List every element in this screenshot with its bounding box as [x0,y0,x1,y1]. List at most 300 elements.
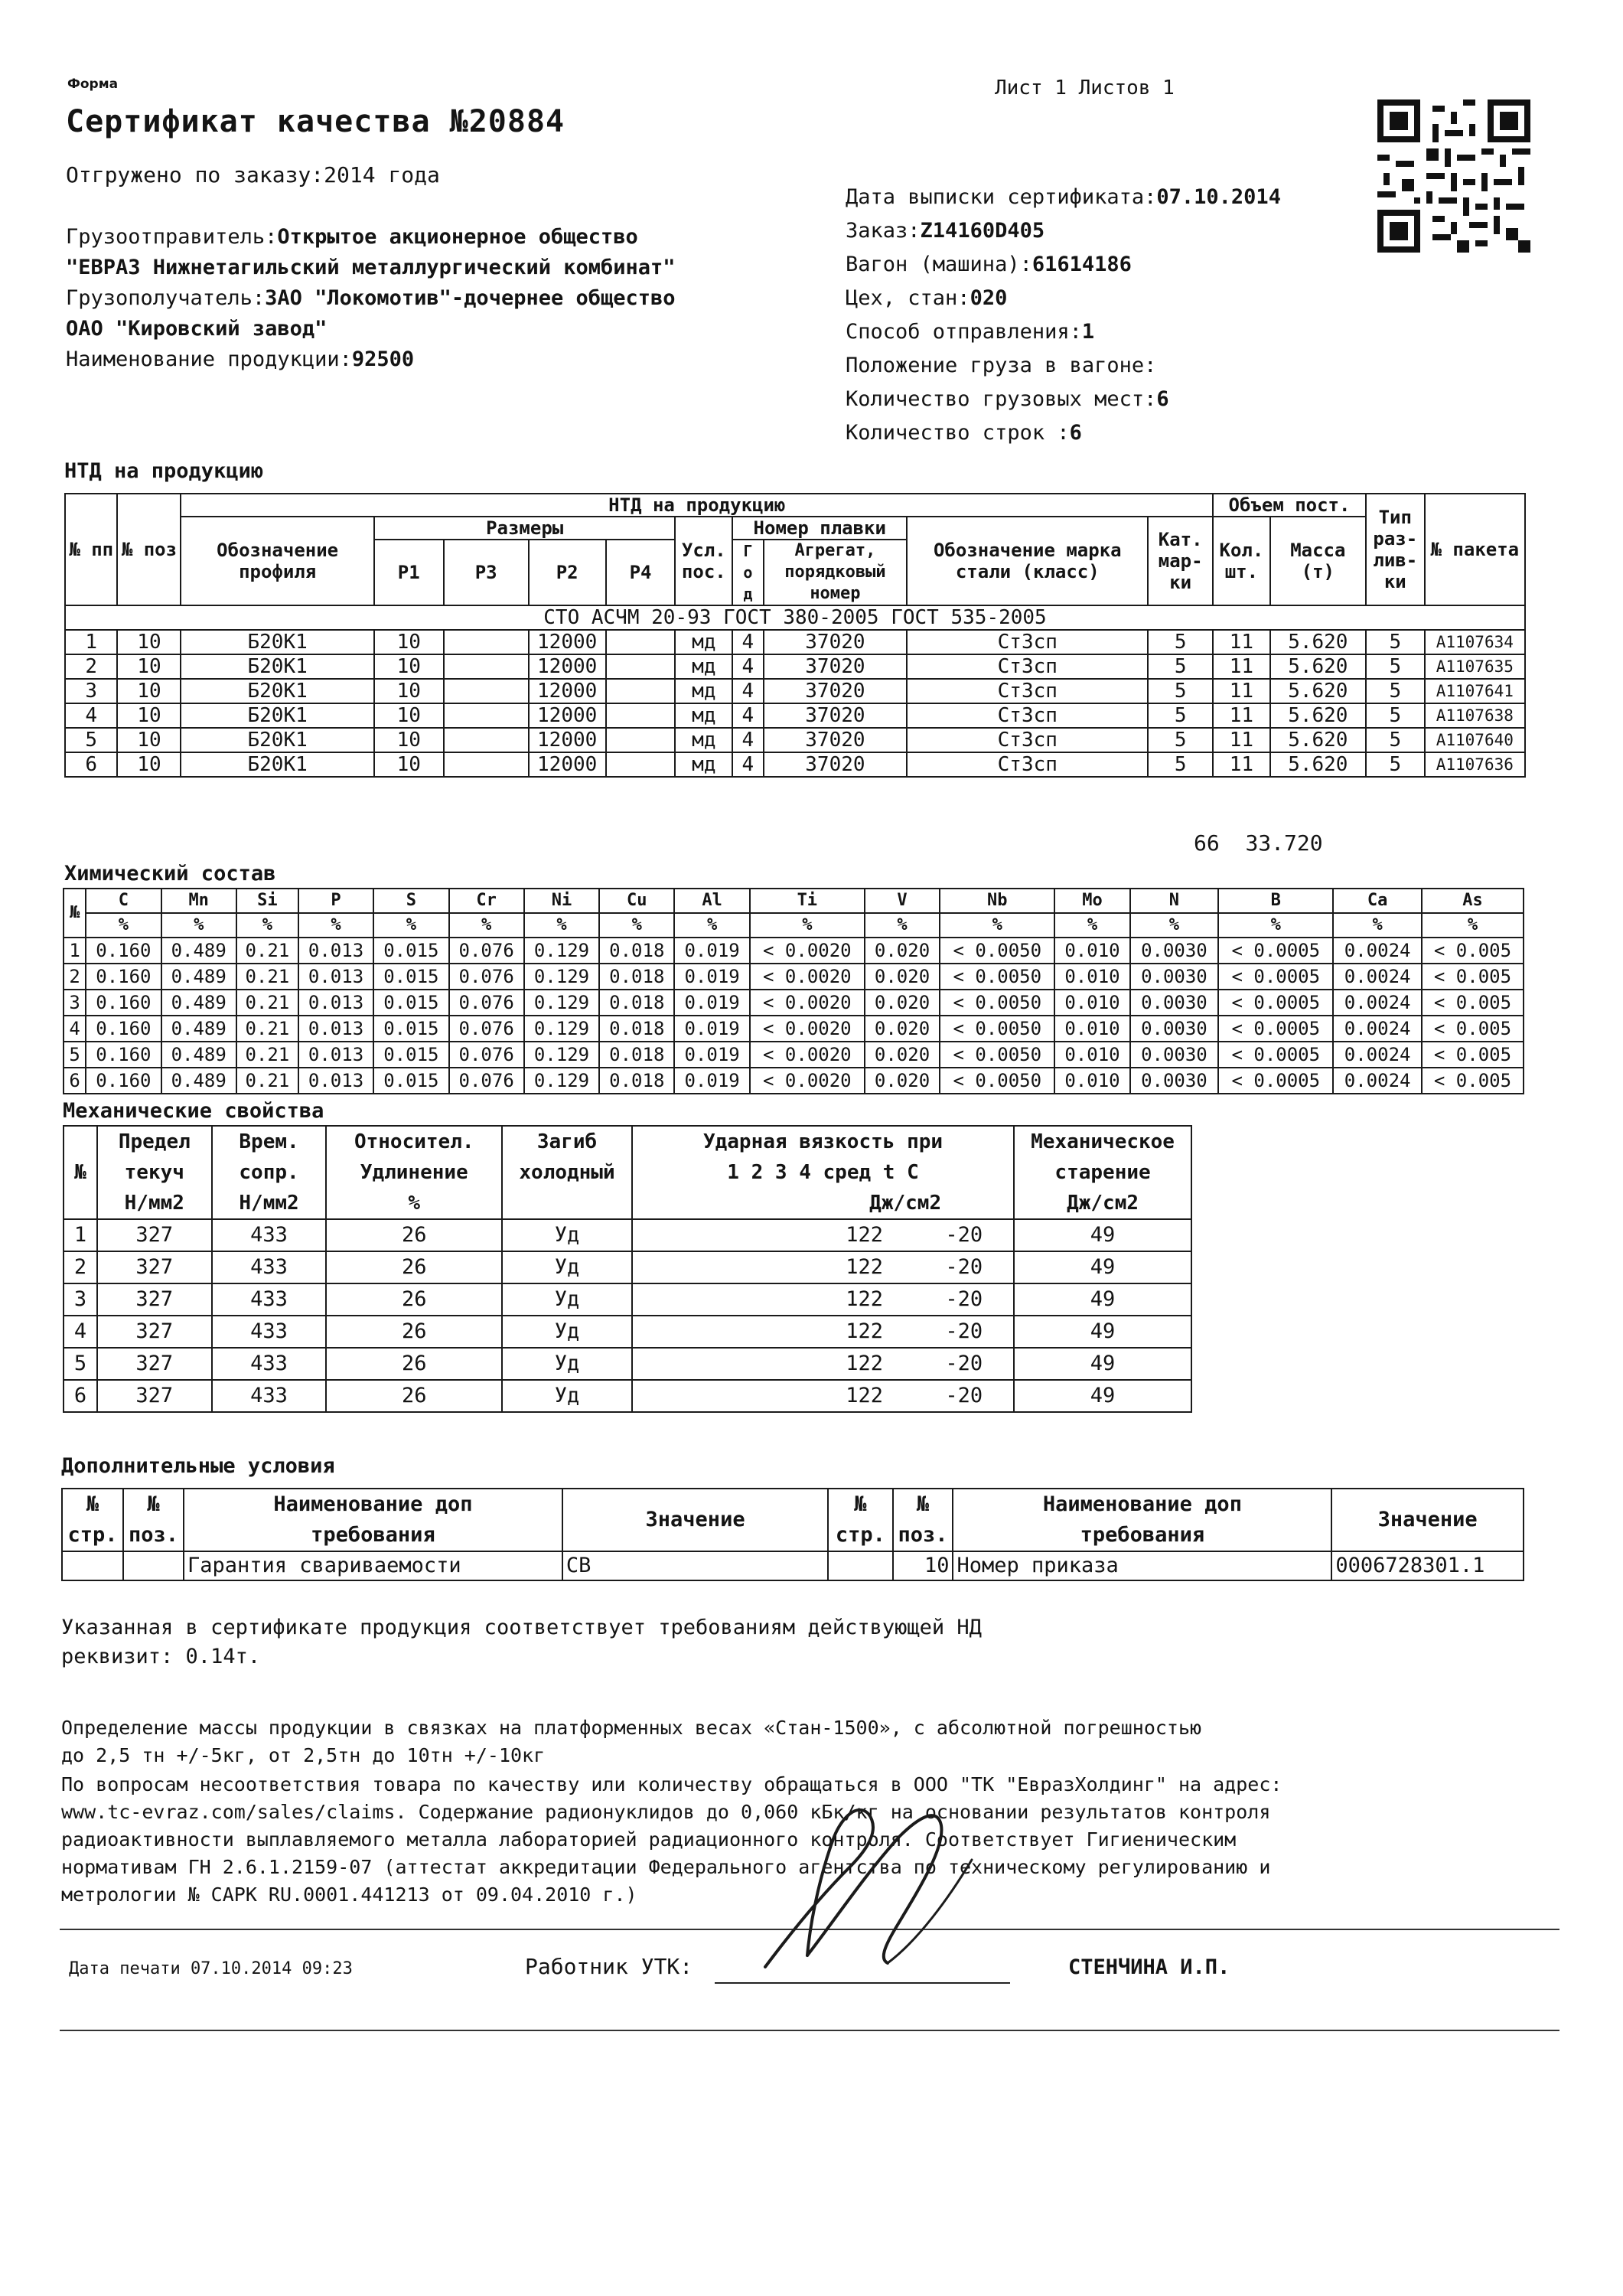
ntd-cell-p4 [606,630,676,654]
chem-cell: 5 [64,1042,86,1068]
ntd-cell-heat: 37020 [764,654,908,679]
ntd-cell-cond: мд [675,703,732,728]
ntd-cell-grade: Ст3сп [907,654,1148,679]
col-p1: Р1 [374,540,444,605]
chem-cell: 3 [64,990,86,1016]
ntd-cell-qty: 11 [1213,703,1270,728]
ntd-cell-pos: 10 [117,728,181,752]
table-row [64,1068,1524,1094]
table-row [64,1380,1191,1412]
table-row [65,728,1525,752]
chem-cell: 0.020 [865,938,940,964]
claims-text: По вопросам несоответствия товара по качеству или количеству обращаться в ООО "ТК "ЕвразХолдинг" на адрес: www.tc-evraz.com/sales/claims. Содержание радионуклидов до 0,060 кБк/кг на основании результатов контроля радиоактивности выплавляемого металла лабораторией радиационного контроля. Соответствует Гигиеническим нормативам ГН 2.6.1.2159-07 (аттестат аккредитации Федерального агентства по техническому регулированию и метрологии № САРК RU.0001.441213 от 09.04.2010 г.) [61,1773,1282,1906]
table-row [64,1016,1524,1042]
mech-cell-yield: 327 [97,1316,212,1348]
ntd-cell-p4 [606,752,676,777]
col-chem-unit: % [599,913,674,938]
chem-cell: 0.018 [599,1016,674,1042]
chem-cell: 0.076 [449,964,524,990]
table-row [65,630,1525,654]
chem-cell: 0.018 [599,938,674,964]
mech-cell-aging: 49 [1014,1219,1191,1251]
chem-cell: 0.018 [599,1068,674,1094]
col-p2: Р2 [529,540,606,605]
ntd-cell-p3 [444,703,529,728]
impact-avg: 122 [846,1255,884,1279]
chem-cell: 0.0024 [1333,990,1422,1016]
ntd-cell-p4 [606,679,676,703]
chem-cell: 0.010 [1054,990,1129,1016]
chem-cell: 0.21 [236,1042,298,1068]
chem-cell: < 0.005 [1422,990,1524,1016]
col-add-value: Значение [562,1489,828,1551]
chem-cell: 0.489 [161,1042,236,1068]
col-volume: Объем пост. [1213,494,1366,517]
col-add-pos2: № поз. [893,1489,953,1551]
mech-cell-impact [632,1380,1014,1412]
meta-line [846,248,1281,282]
chem-cell: < 0.0050 [940,1068,1054,1094]
ntd-cell-grade: Ст3сп [907,679,1148,703]
ntd-cell-pack: A1107634 [1425,630,1525,654]
chem-cell: 0.489 [161,938,236,964]
col-bend: Загиб холодный [502,1126,632,1219]
print-date: Дата печати 07.10.2014 09:23 [69,1959,353,1978]
chem-cell: < 0.0005 [1218,1068,1333,1094]
chem-cell: 0.018 [599,1042,674,1068]
table-row [65,752,1525,777]
col-ntd-group: НТД на продукцию [181,494,1213,517]
ntd-cell-mass: 5.620 [1270,752,1366,777]
ntd-cell-mass: 5.620 [1270,630,1366,654]
chem-cell: 0.013 [298,1068,373,1094]
ntd-cell-n: 5 [65,728,117,752]
chem-cell: 0.0030 [1130,990,1219,1016]
impact-avg: 122 [846,1384,884,1407]
meta-value: 61614186 [1031,253,1132,276]
chem-cell: < 0.0005 [1218,964,1333,990]
mech-table [63,1125,1192,1413]
ntd-cell-p1: 10 [374,703,444,728]
chem-cell: < 0.0020 [750,1068,865,1094]
ntd-cell-qty: 11 [1213,654,1270,679]
ntd-cell-p2: 12000 [529,728,606,752]
chem-cell: 0.0030 [1130,938,1219,964]
chem-cell: 0.010 [1054,938,1129,964]
col-chem-element: Ni [524,889,599,913]
ntd-cell-g: 4 [732,752,763,777]
chem-cell: 0.076 [449,990,524,1016]
mech-cell-tensile: 433 [212,1348,327,1380]
chem-cell: 0.015 [373,938,448,964]
chem-cell: 0.010 [1054,1068,1129,1094]
meta-label: Вагон (машина): [846,253,1032,276]
mech-cell-elong: 26 [326,1316,502,1348]
ntd-cell-g: 4 [732,728,763,752]
mech-cell-n: 4 [64,1316,97,1348]
ntd-cell-pack: A1107638 [1425,703,1525,728]
chem-cell: < 0.005 [1422,1016,1524,1042]
col-chem-element: As [1422,889,1524,913]
ntd-cell-cond: мд [675,654,732,679]
chem-cell: 0.0030 [1130,1016,1219,1042]
col-chem-element: Mo [1054,889,1129,913]
col-chem-unit: % [236,913,298,938]
ntd-cell-mass: 5.620 [1270,728,1366,752]
ntd-cell-type: 5 [1366,752,1425,777]
mass-text: Определение массы продукции в связках на платформенных весах «Стан-1500», с абсолютной погрешностью до 2,5 тн +/-5кг, от 2,5тн до 10тн +/-10кг [61,1717,1202,1766]
col-pos: № поз [117,494,181,605]
chem-cell: 0.21 [236,1016,298,1042]
additional-table [61,1488,1524,1581]
chem-cell: < 0.0020 [750,1042,865,1068]
col-chem-unit: % [674,913,749,938]
chem-cell: 0.160 [86,990,161,1016]
ntd-cell-p3 [444,679,529,703]
impact-avg: 122 [846,1287,884,1311]
chem-cell: 0.0030 [1130,1068,1219,1094]
consignee-line2: ОАО "Кировский завод" [66,317,328,341]
chem-cell: < 0.0050 [940,964,1054,990]
chem-cell: < 0.0005 [1218,938,1333,964]
chem-cell: 0.129 [524,1068,599,1094]
ntd-cell-p2: 12000 [529,752,606,777]
col-add-name: Наименование доп требования [184,1489,562,1551]
col-cat: Кат. мар- ки [1148,517,1213,605]
certificate-meta [846,181,1281,450]
ntd-cell-qty: 11 [1213,679,1270,703]
ntd-cell-pos: 10 [117,679,181,703]
product-name-line [66,344,676,375]
chem-cell: 0.160 [86,964,161,990]
add-value: СВ [562,1551,828,1580]
meta-label: Способ отправления: [846,320,1082,344]
mech-cell-yield: 327 [97,1251,212,1283]
ntd-cell-n: 3 [65,679,117,703]
total-qty: 66 [1194,830,1220,856]
meta-line [846,349,1281,383]
product-name-value: 92500 [351,347,415,371]
ntd-cell-profile: Б20К1 [181,703,373,728]
col-add-name2: Наименование доп требования [953,1489,1331,1551]
ntd-cell-g: 4 [732,679,763,703]
mech-cell-yield: 327 [97,1219,212,1251]
col-chem-unit: % [1054,913,1129,938]
shipped-by-order: Отгружено по заказу:2014 года [66,162,440,188]
chem-cell: 0.0024 [1333,1016,1422,1042]
col-yield: Предел текуч Н/мм2 [97,1126,212,1219]
ntd-cell-mass: 5.620 [1270,703,1366,728]
shipper-line [66,222,676,253]
chem-cell: < 0.0020 [750,1016,865,1042]
col-chem-element: Ti [750,889,865,913]
compliance-text: Указанная в сертификате продукция соответствует требованиям действующей НД реквизит: 0.14т. [61,1616,982,1668]
signature-icon [735,1783,995,1982]
col-chem-unit: % [298,913,373,938]
col-p3: Р3 [444,540,529,605]
col-chem-element: Si [236,889,298,913]
mech-cell-elong: 26 [326,1219,502,1251]
col-tensile: Врем. сопр. Н/мм2 [212,1126,327,1219]
mech-cell-n: 5 [64,1348,97,1380]
col-chem-unit: % [373,913,448,938]
chem-section-title: Химический состав [64,862,276,885]
total-mass: 33.720 [1245,830,1323,856]
col-chem-element: Cu [599,889,674,913]
ntd-section-title: НТД на продукцию [64,459,264,483]
chem-cell: < 0.0050 [940,1042,1054,1068]
ntd-cell-p3 [444,728,529,752]
chem-cell: < 0.0005 [1218,990,1333,1016]
mech-cell-impact [632,1348,1014,1380]
table-row [65,703,1525,728]
mech-cell-bend: Уд [502,1316,632,1348]
col-chem-element: P [298,889,373,913]
col-cond: Усл. пос. [675,517,732,605]
add-name2: Номер приказа [953,1551,1331,1580]
chem-cell: 0.020 [865,1016,940,1042]
chem-cell: 0.010 [1054,964,1129,990]
mech-section-title: Механические свойства [63,1099,324,1123]
ntd-cell-qty: 11 [1213,728,1270,752]
meta-label: Цех, стан: [846,286,970,310]
ntd-cell-pack: A1107641 [1425,679,1525,703]
impact-avg: 122 [846,1319,884,1343]
chem-cell: 0.160 [86,938,161,964]
ntd-cell-p2: 12000 [529,679,606,703]
impact-temp: -20 [945,1319,983,1343]
product-name-label: Наименование продукции: [66,347,352,371]
add-section-title: Дополнительные условия [61,1454,335,1478]
table-row [64,1251,1191,1283]
ntd-cell-p2: 12000 [529,630,606,654]
col-g: Г о д [732,540,763,605]
ntd-cell-qty: 11 [1213,630,1270,654]
ntd-cell-heat: 37020 [764,630,908,654]
col-chem-unit: % [1422,913,1524,938]
chem-cell: 0.013 [298,1016,373,1042]
chem-cell: 0.019 [674,938,749,964]
impact-temp: -20 [945,1223,983,1247]
col-add-value2: Значение [1331,1489,1524,1551]
ntd-cell-mass: 5.620 [1270,654,1366,679]
meta-line [846,416,1281,450]
col-chem-unit: % [161,913,236,938]
table-row [64,938,1524,964]
chem-cell: < 0.005 [1422,1042,1524,1068]
impact-temp: -20 [945,1384,983,1407]
col-profile: Обозначение профиля [181,517,373,605]
meta-label: Количество строк : [846,421,1070,445]
chem-cell: 0.076 [449,1068,524,1094]
col-chem-unit: % [86,913,161,938]
chem-cell: 0.489 [161,964,236,990]
ntd-cell-heat: 37020 [764,679,908,703]
ntd-cell-profile: Б20К1 [181,654,373,679]
mech-cell-aging: 49 [1014,1316,1191,1348]
ntd-cell-p2: 12000 [529,654,606,679]
mech-cell-elong: 26 [326,1380,502,1412]
chem-cell: 0.019 [674,1016,749,1042]
ntd-cell-cat: 5 [1148,630,1213,654]
chem-cell: 0.020 [865,1042,940,1068]
ntd-standard: СТО АСЧМ 20-93 ГОСТ 380-2005 ГОСТ 535-2005 [65,605,1525,630]
ntd-cell-mass: 5.620 [1270,679,1366,703]
col-chem-unit: % [750,913,865,938]
col-elong: Относител. Удлинение % [326,1126,502,1219]
col-add-str: № стр. [62,1489,123,1551]
ntd-cell-profile: Б20К1 [181,679,373,703]
chem-cell: 0.489 [161,990,236,1016]
col-add-str2: № стр. [828,1489,892,1551]
meta-value: 6 [1069,421,1082,445]
mech-cell-yield: 327 [97,1380,212,1412]
mech-cell-n: 2 [64,1251,97,1283]
add-str2 [828,1551,892,1580]
col-mass: Масса (т) [1270,517,1366,605]
chem-cell: 0.129 [524,990,599,1016]
chem-cell: < 0.0005 [1218,1016,1333,1042]
chem-cell: 0.129 [524,938,599,964]
col-chem-element: Al [674,889,749,913]
meta-label: Количество грузовых мест: [846,387,1157,411]
col-chem-element: C [86,889,161,913]
col-chem-unit: % [865,913,940,938]
ntd-cell-pack: A1107640 [1425,728,1525,752]
ntd-cell-cat: 5 [1148,728,1213,752]
mech-cell-aging: 49 [1014,1380,1191,1412]
ntd-cell-pos: 10 [117,703,181,728]
table-row [64,1219,1191,1251]
ntd-cell-grade: Ст3сп [907,752,1148,777]
chem-cell: 0.015 [373,1068,448,1094]
ntd-cell-grade: Ст3сп [907,703,1148,728]
chem-cell: < 0.0050 [940,938,1054,964]
ntd-cell-grade: Ст3сп [907,630,1148,654]
chem-cell: 0.018 [599,964,674,990]
col-num: № пп [65,494,117,605]
chem-cell: 0.020 [865,964,940,990]
chem-cell: 1 [64,938,86,964]
mech-cell-bend: Уд [502,1283,632,1316]
meta-line [846,383,1281,416]
meta-line [846,282,1281,315]
chem-cell: 0.21 [236,964,298,990]
chem-cell: 0.013 [298,990,373,1016]
mech-cell-bend: Уд [502,1219,632,1251]
chem-cell: 0.015 [373,964,448,990]
col-chem-element: Mn [161,889,236,913]
chem-cell: < 0.0020 [750,938,865,964]
ntd-totals [1194,830,1323,856]
chem-cell: 0.019 [674,964,749,990]
ntd-cell-type: 5 [1366,630,1425,654]
chem-cell: 0.0030 [1130,1042,1219,1068]
chem-cell: < 0.0050 [940,1016,1054,1042]
table-row [64,1283,1191,1316]
ntd-cell-pack: A1107635 [1425,654,1525,679]
chem-cell: 0.020 [865,1068,940,1094]
consignee-value: ЗАО "Локомотив"-дочернее общество [265,286,676,310]
chem-cell: < 0.005 [1422,964,1524,990]
chem-cell: < 0.0020 [750,990,865,1016]
col-add-pos: № поз. [123,1489,184,1551]
col-chem-element: Ca [1333,889,1422,913]
page-title: Сертификат качества №20884 [66,104,565,139]
chem-cell: 0.013 [298,1042,373,1068]
ntd-cell-p1: 10 [374,630,444,654]
chem-cell: 0.076 [449,1042,524,1068]
ntd-cell-type: 5 [1366,703,1425,728]
impact-avg: 122 [846,1352,884,1375]
add-str [62,1551,123,1580]
mech-cell-aging: 49 [1014,1348,1191,1380]
ntd-cell-type: 5 [1366,679,1425,703]
ntd-cell-cat: 5 [1148,752,1213,777]
chem-cell: < 0.0005 [1218,1042,1333,1068]
meta-value: 020 [970,286,1008,310]
ntd-cell-n: 2 [65,654,117,679]
mech-cell-n: 6 [64,1380,97,1412]
col-sizes: Размеры [374,517,676,540]
chem-cell: 0.21 [236,938,298,964]
col-heat: Номер плавки [732,517,907,540]
chem-cell: 0.489 [161,1068,236,1094]
ntd-cell-n: 4 [65,703,117,728]
chem-cell: 0.015 [373,1016,448,1042]
ntd-cell-grade: Ст3сп [907,728,1148,752]
chem-cell: 0.160 [86,1042,161,1068]
chem-cell: < 0.0020 [750,964,865,990]
chem-cell: 0.076 [449,938,524,964]
ntd-cell-p3 [444,654,529,679]
col-chem-unit: % [1333,913,1422,938]
ntd-table [64,493,1526,778]
chem-cell: 0.160 [86,1068,161,1094]
chem-cell: 2 [64,964,86,990]
col-qty: Кол. шт. [1213,517,1270,605]
mech-cell-tensile: 433 [212,1283,327,1316]
add-pos [123,1551,184,1580]
shipper-line2: "ЕВРАЗ Нижнетагильский металлургический комбинат" [66,256,676,279]
chem-cell: < 0.005 [1422,938,1524,964]
impact-temp: -20 [945,1352,983,1375]
chem-cell: < 0.0050 [940,990,1054,1016]
chem-cell: 0.020 [865,990,940,1016]
table-row [64,1348,1191,1380]
col-mech-num: № [64,1126,97,1219]
chem-cell: 0.019 [674,990,749,1016]
col-pack-type: Тип раз- лив- ки [1366,494,1425,605]
mech-cell-tensile: 433 [212,1251,327,1283]
mech-cell-yield: 327 [97,1348,212,1380]
ntd-cell-pack: A1107636 [1425,752,1525,777]
chem-cell: 0.489 [161,1016,236,1042]
mech-cell-elong: 26 [326,1283,502,1316]
chem-table [63,888,1524,1094]
chem-cell: 0.160 [86,1016,161,1042]
meta-line [846,214,1281,248]
ntd-cell-p1: 10 [374,728,444,752]
col-agg: Агрегат, порядковый номер [764,540,908,605]
mech-cell-elong: 26 [326,1348,502,1380]
table-row [65,654,1525,679]
sheet-info: Лист 1 Листов 1 [995,77,1175,99]
ntd-cell-p3 [444,630,529,654]
impact-temp: -20 [945,1287,983,1311]
chem-cell: 6 [64,1068,86,1094]
ntd-cell-p4 [606,703,676,728]
